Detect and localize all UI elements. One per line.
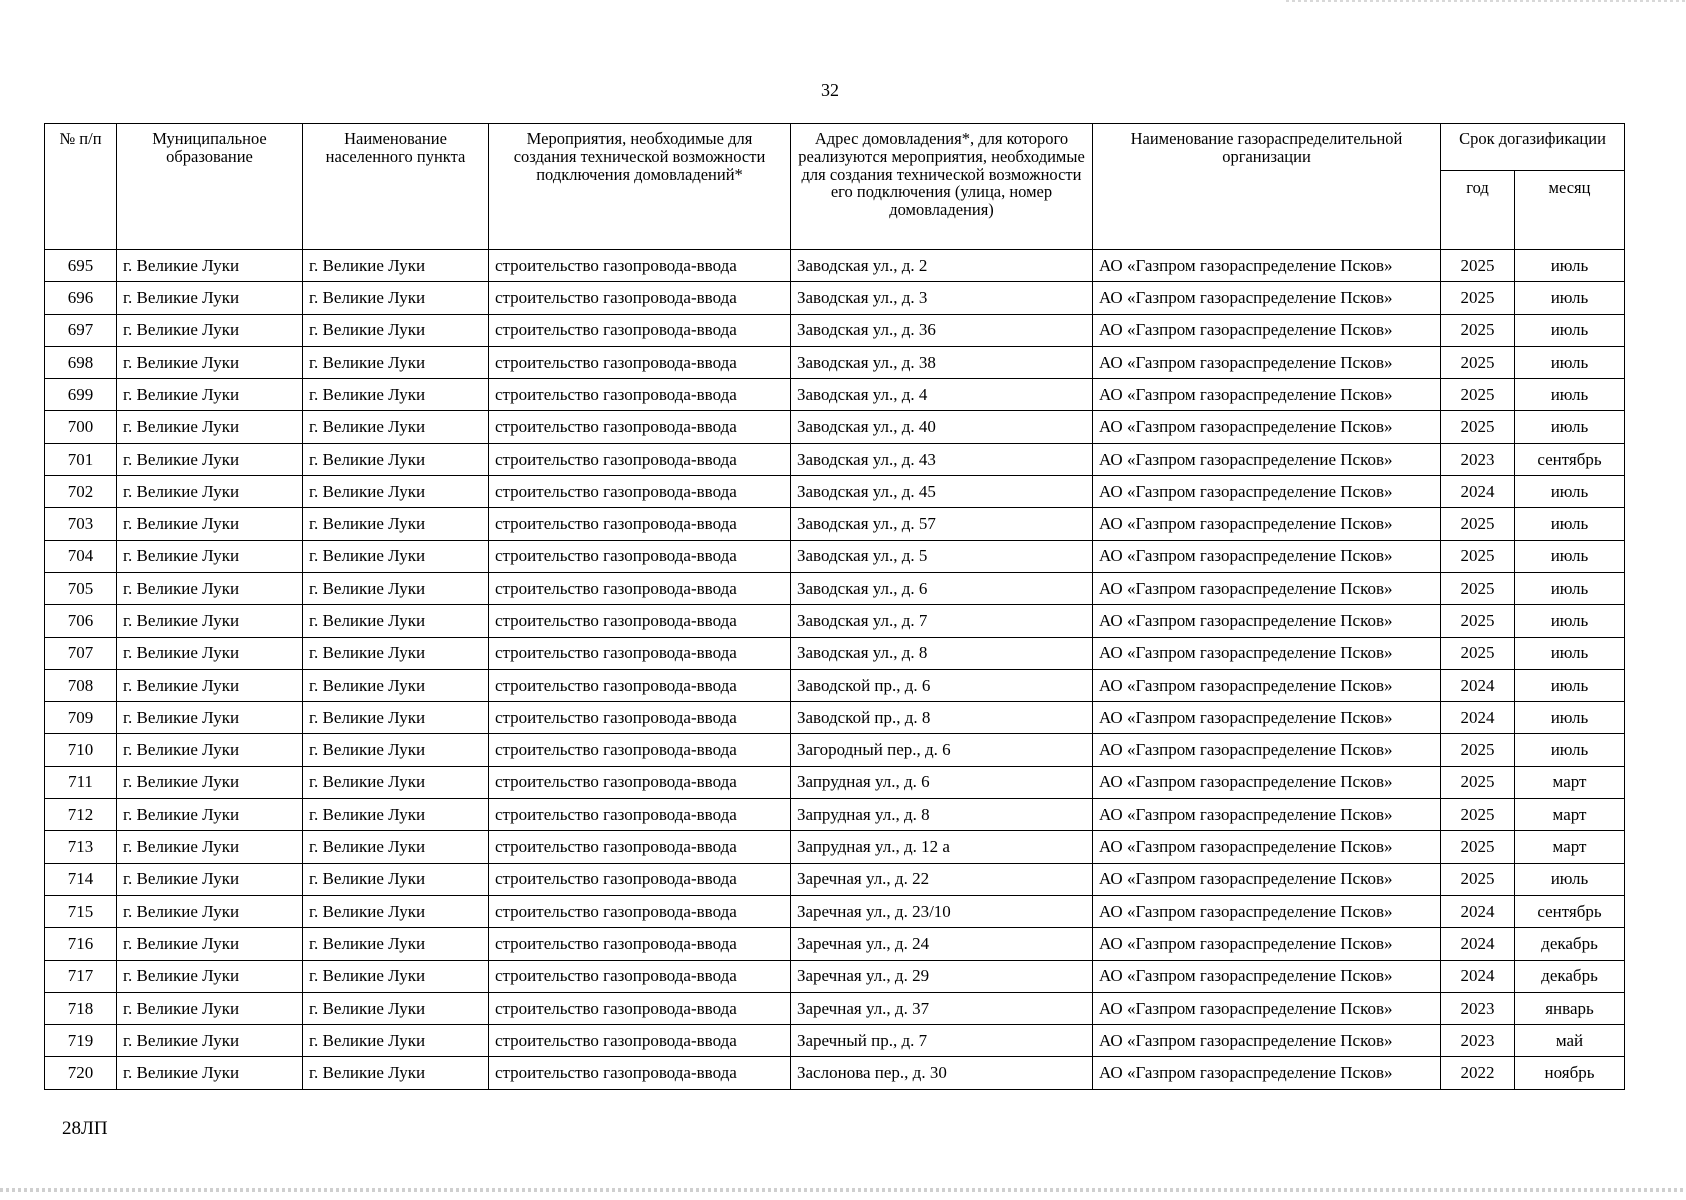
cell-num: 707	[45, 637, 117, 669]
cell-municipality: г. Великие Луки	[117, 992, 303, 1024]
table-row	[45, 831, 1625, 863]
cell-num: 713	[45, 831, 117, 863]
table-row	[45, 637, 1625, 669]
cell-measure: строительство газопровода-ввода	[489, 314, 791, 346]
cell-num: 714	[45, 863, 117, 895]
cell-municipality: г. Великие Луки	[117, 637, 303, 669]
cell-year: 2023	[1441, 443, 1515, 475]
cell-municipality: г. Великие Луки	[117, 314, 303, 346]
cell-month: март	[1515, 831, 1625, 863]
cell-address: Заводская ул., д. 57	[791, 508, 1093, 540]
cell-settlement: г. Великие Луки	[303, 411, 489, 443]
cell-year: 2025	[1441, 250, 1515, 282]
cell-address: Заводской пр., д. 6	[791, 669, 1093, 701]
cell-measure: строительство газопровода-ввода	[489, 928, 791, 960]
cell-year: 2025	[1441, 314, 1515, 346]
cell-settlement: г. Великие Луки	[303, 540, 489, 572]
cell-year: 2025	[1441, 766, 1515, 798]
cell-municipality: г. Великие Луки	[117, 572, 303, 604]
cell-municipality: г. Великие Луки	[117, 895, 303, 927]
cell-month: май	[1515, 1025, 1625, 1057]
cell-year: 2025	[1441, 799, 1515, 831]
cell-month: ноябрь	[1515, 1057, 1625, 1089]
header-deadline: Срок догазификации	[1441, 124, 1625, 171]
cell-year: 2025	[1441, 346, 1515, 378]
cell-municipality: г. Великие Луки	[117, 960, 303, 992]
cell-settlement: г. Великие Луки	[303, 282, 489, 314]
cell-settlement: г. Великие Луки	[303, 895, 489, 927]
cell-organization: АО «Газпром газораспределение Псков»	[1093, 831, 1441, 863]
cell-measure: строительство газопровода-ввода	[489, 605, 791, 637]
cell-month: сентябрь	[1515, 443, 1625, 475]
cell-year: 2024	[1441, 928, 1515, 960]
cell-address: Запрудная ул., д. 6	[791, 766, 1093, 798]
cell-year: 2025	[1441, 734, 1515, 766]
cell-organization: АО «Газпром газораспределение Псков»	[1093, 508, 1441, 540]
table-row	[45, 799, 1625, 831]
table-row	[45, 411, 1625, 443]
cell-address: Заводская ул., д. 36	[791, 314, 1093, 346]
cell-settlement: г. Великие Луки	[303, 476, 489, 508]
cell-month: июль	[1515, 346, 1625, 378]
cell-municipality: г. Великие Луки	[117, 799, 303, 831]
header-address: Адрес домовладения*, для которого реализуются мероприятия, необходимые для создания технической возможности его подключения (улица, номер домовладения)	[791, 124, 1093, 250]
cell-measure: строительство газопровода-ввода	[489, 799, 791, 831]
table-row	[45, 379, 1625, 411]
cell-organization: АО «Газпром газораспределение Псков»	[1093, 250, 1441, 282]
cell-measure: строительство газопровода-ввода	[489, 863, 791, 895]
cell-municipality: г. Великие Луки	[117, 379, 303, 411]
cell-address: Заводская ул., д. 2	[791, 250, 1093, 282]
table-row	[45, 1025, 1625, 1057]
cell-num: 719	[45, 1025, 117, 1057]
cell-month: июль	[1515, 314, 1625, 346]
cell-month: июль	[1515, 637, 1625, 669]
cell-settlement: г. Великие Луки	[303, 508, 489, 540]
cell-month: июль	[1515, 540, 1625, 572]
cell-year: 2023	[1441, 1025, 1515, 1057]
cell-measure: строительство газопровода-ввода	[489, 443, 791, 475]
cell-address: Заводская ул., д. 7	[791, 605, 1093, 637]
cell-year: 2025	[1441, 831, 1515, 863]
cell-measure: строительство газопровода-ввода	[489, 766, 791, 798]
table-row	[45, 1057, 1625, 1089]
table-row	[45, 734, 1625, 766]
cell-month: июль	[1515, 702, 1625, 734]
cell-settlement: г. Великие Луки	[303, 960, 489, 992]
cell-year: 2025	[1441, 379, 1515, 411]
cell-organization: АО «Газпром газораспределение Псков»	[1093, 1057, 1441, 1089]
header-row-main	[45, 124, 1625, 171]
cell-settlement: г. Великие Луки	[303, 669, 489, 701]
table-row	[45, 282, 1625, 314]
cell-num: 702	[45, 476, 117, 508]
cell-settlement: г. Великие Луки	[303, 863, 489, 895]
cell-measure: строительство газопровода-ввода	[489, 508, 791, 540]
cell-year: 2025	[1441, 282, 1515, 314]
cell-measure: строительство газопровода-ввода	[489, 702, 791, 734]
cell-organization: АО «Газпром газораспределение Псков»	[1093, 702, 1441, 734]
cell-organization: АО «Газпром газораспределение Псков»	[1093, 314, 1441, 346]
cell-organization: АО «Газпром газораспределение Псков»	[1093, 863, 1441, 895]
cell-address: Заречная ул., д. 22	[791, 863, 1093, 895]
cell-year: 2025	[1441, 863, 1515, 895]
cell-month: июль	[1515, 863, 1625, 895]
cell-num: 711	[45, 766, 117, 798]
cell-month: март	[1515, 766, 1625, 798]
cell-settlement: г. Великие Луки	[303, 443, 489, 475]
cell-settlement: г. Великие Луки	[303, 992, 489, 1024]
cell-year: 2025	[1441, 605, 1515, 637]
cell-num: 698	[45, 346, 117, 378]
header-settlement: Наименование населенного пункта	[303, 124, 489, 250]
cell-organization: АО «Газпром газораспределение Псков»	[1093, 799, 1441, 831]
cell-settlement: г. Великие Луки	[303, 799, 489, 831]
cell-address: Заслонова пер., д. 30	[791, 1057, 1093, 1089]
table-row	[45, 250, 1625, 282]
cell-measure: строительство газопровода-ввода	[489, 540, 791, 572]
cell-year: 2024	[1441, 702, 1515, 734]
cell-organization: АО «Газпром газораспределение Псков»	[1093, 895, 1441, 927]
cell-address: Заводская ул., д. 8	[791, 637, 1093, 669]
cell-municipality: г. Великие Луки	[117, 346, 303, 378]
header-month: месяц	[1515, 171, 1625, 250]
cell-measure: строительство газопровода-ввода	[489, 379, 791, 411]
cell-month: декабрь	[1515, 928, 1625, 960]
cell-address: Заводская ул., д. 5	[791, 540, 1093, 572]
cell-address: Заводская ул., д. 45	[791, 476, 1093, 508]
cell-municipality: г. Великие Луки	[117, 702, 303, 734]
cell-settlement: г. Великие Луки	[303, 1025, 489, 1057]
cell-address: Запрудная ул., д. 8	[791, 799, 1093, 831]
table-row	[45, 863, 1625, 895]
table-row	[45, 605, 1625, 637]
cell-address: Заречная ул., д. 37	[791, 992, 1093, 1024]
cell-municipality: г. Великие Луки	[117, 605, 303, 637]
header-num: № п/п	[45, 124, 117, 250]
cell-num: 716	[45, 928, 117, 960]
cell-measure: строительство газопровода-ввода	[489, 895, 791, 927]
cell-municipality: г. Великие Луки	[117, 863, 303, 895]
cell-municipality: г. Великие Луки	[117, 443, 303, 475]
cell-month: март	[1515, 799, 1625, 831]
cell-organization: АО «Газпром газораспределение Псков»	[1093, 669, 1441, 701]
cell-month: июль	[1515, 605, 1625, 637]
cell-address: Заводская ул., д. 38	[791, 346, 1093, 378]
cell-municipality: г. Великие Луки	[117, 766, 303, 798]
cell-num: 720	[45, 1057, 117, 1089]
cell-address: Заводская ул., д. 3	[791, 282, 1093, 314]
cell-address: Заречная ул., д. 24	[791, 928, 1093, 960]
cell-year: 2024	[1441, 895, 1515, 927]
cell-settlement: г. Великие Луки	[303, 831, 489, 863]
table-row	[45, 314, 1625, 346]
footer-code: 28ЛП	[62, 1118, 108, 1139]
cell-month: июль	[1515, 572, 1625, 604]
table-row	[45, 992, 1625, 1024]
cell-address: Заводская ул., д. 43	[791, 443, 1093, 475]
cell-measure: строительство газопровода-ввода	[489, 250, 791, 282]
cell-settlement: г. Великие Луки	[303, 379, 489, 411]
cell-organization: АО «Газпром газораспределение Псков»	[1093, 928, 1441, 960]
cell-measure: строительство газопровода-ввода	[489, 476, 791, 508]
table-row	[45, 476, 1625, 508]
cell-year: 2024	[1441, 476, 1515, 508]
cell-measure: строительство газопровода-ввода	[489, 637, 791, 669]
cell-municipality: г. Великие Луки	[117, 540, 303, 572]
table-body	[45, 250, 1625, 1090]
cell-month: июль	[1515, 669, 1625, 701]
cell-address: Заречная ул., д. 29	[791, 960, 1093, 992]
cell-measure: строительство газопровода-ввода	[489, 1025, 791, 1057]
cell-year: 2025	[1441, 508, 1515, 540]
cell-month: сентябрь	[1515, 895, 1625, 927]
cell-year: 2022	[1441, 1057, 1515, 1089]
cell-municipality: г. Великие Луки	[117, 669, 303, 701]
cell-organization: АО «Газпром газораспределение Псков»	[1093, 992, 1441, 1024]
cell-measure: строительство газопровода-ввода	[489, 411, 791, 443]
cell-month: июль	[1515, 379, 1625, 411]
cell-year: 2024	[1441, 960, 1515, 992]
cell-measure: строительство газопровода-ввода	[489, 669, 791, 701]
cell-organization: АО «Газпром газораспределение Псков»	[1093, 766, 1441, 798]
cell-measure: строительство газопровода-ввода	[489, 734, 791, 766]
header-year: год	[1441, 171, 1515, 250]
cell-address: Заводская ул., д. 6	[791, 572, 1093, 604]
cell-num: 712	[45, 799, 117, 831]
cell-address: Заречный пр., д. 7	[791, 1025, 1093, 1057]
header-organization: Наименование газораспределительной организации	[1093, 124, 1441, 250]
cell-num: 718	[45, 992, 117, 1024]
cell-settlement: г. Великие Луки	[303, 734, 489, 766]
cell-settlement: г. Великие Луки	[303, 314, 489, 346]
cell-num: 705	[45, 572, 117, 604]
cell-municipality: г. Великие Луки	[117, 831, 303, 863]
cell-month: июль	[1515, 250, 1625, 282]
cell-organization: АО «Газпром газораспределение Псков»	[1093, 379, 1441, 411]
cell-municipality: г. Великие Луки	[117, 411, 303, 443]
cell-year: 2025	[1441, 540, 1515, 572]
cell-month: июль	[1515, 476, 1625, 508]
scan-artifact-bottom	[0, 1188, 1686, 1192]
header-measures: Мероприятия, необходимые для создания технической возможности подключения домовладений*	[489, 124, 791, 250]
cell-address: Заречная ул., д. 23/10	[791, 895, 1093, 927]
cell-municipality: г. Великие Луки	[117, 282, 303, 314]
cell-municipality: г. Великие Луки	[117, 928, 303, 960]
cell-measure: строительство газопровода-ввода	[489, 1057, 791, 1089]
cell-address: Загородный пер., д. 6	[791, 734, 1093, 766]
cell-year: 2025	[1441, 411, 1515, 443]
page-number: 32	[821, 80, 839, 100]
table-row	[45, 508, 1625, 540]
table-header	[45, 124, 1625, 250]
cell-address: Заводской пр., д. 8	[791, 702, 1093, 734]
cell-measure: строительство газопровода-ввода	[489, 572, 791, 604]
cell-num: 710	[45, 734, 117, 766]
cell-year: 2025	[1441, 572, 1515, 604]
table-row	[45, 960, 1625, 992]
cell-organization: АО «Газпром газораспределение Псков»	[1093, 605, 1441, 637]
table-row	[45, 443, 1625, 475]
cell-num: 706	[45, 605, 117, 637]
cell-month: июль	[1515, 411, 1625, 443]
cell-municipality: г. Великие Луки	[117, 1057, 303, 1089]
cell-settlement: г. Великие Луки	[303, 766, 489, 798]
cell-num: 701	[45, 443, 117, 475]
cell-organization: АО «Газпром газораспределение Псков»	[1093, 540, 1441, 572]
cell-organization: АО «Газпром газораспределение Псков»	[1093, 734, 1441, 766]
cell-municipality: г. Великие Луки	[117, 476, 303, 508]
cell-month: январь	[1515, 992, 1625, 1024]
cell-organization: АО «Газпром газораспределение Псков»	[1093, 572, 1441, 604]
cell-organization: АО «Газпром газораспределение Псков»	[1093, 282, 1441, 314]
cell-measure: строительство газопровода-ввода	[489, 346, 791, 378]
cell-municipality: г. Великие Луки	[117, 1025, 303, 1057]
cell-num: 717	[45, 960, 117, 992]
cell-address: Заводская ул., д. 40	[791, 411, 1093, 443]
table-row	[45, 766, 1625, 798]
cell-organization: АО «Газпром газораспределение Псков»	[1093, 960, 1441, 992]
cell-num: 695	[45, 250, 117, 282]
gasification-table	[44, 123, 1625, 1090]
cell-num: 697	[45, 314, 117, 346]
cell-num: 715	[45, 895, 117, 927]
cell-organization: АО «Газпром газораспределение Псков»	[1093, 443, 1441, 475]
table-row	[45, 540, 1625, 572]
cell-address: Заводская ул., д. 4	[791, 379, 1093, 411]
cell-month: июль	[1515, 282, 1625, 314]
cell-municipality: г. Великие Луки	[117, 250, 303, 282]
cell-settlement: г. Великие Луки	[303, 572, 489, 604]
cell-num: 700	[45, 411, 117, 443]
cell-settlement: г. Великие Луки	[303, 702, 489, 734]
table-row	[45, 702, 1625, 734]
cell-num: 696	[45, 282, 117, 314]
table-row	[45, 669, 1625, 701]
scan-artifact-top	[1286, 0, 1686, 2]
gasification-table-container	[44, 123, 1624, 1090]
cell-month: июль	[1515, 734, 1625, 766]
cell-year: 2025	[1441, 637, 1515, 669]
cell-num: 699	[45, 379, 117, 411]
table-row	[45, 346, 1625, 378]
header-municipality: Муниципальное образование	[117, 124, 303, 250]
cell-organization: АО «Газпром газораспределение Псков»	[1093, 637, 1441, 669]
cell-num: 704	[45, 540, 117, 572]
cell-num: 703	[45, 508, 117, 540]
cell-measure: строительство газопровода-ввода	[489, 960, 791, 992]
cell-month: декабрь	[1515, 960, 1625, 992]
cell-measure: строительство газопровода-ввода	[489, 282, 791, 314]
cell-measure: строительство газопровода-ввода	[489, 831, 791, 863]
cell-settlement: г. Великие Луки	[303, 250, 489, 282]
cell-month: июль	[1515, 508, 1625, 540]
cell-municipality: г. Великие Луки	[117, 734, 303, 766]
cell-settlement: г. Великие Луки	[303, 605, 489, 637]
cell-organization: АО «Газпром газораспределение Псков»	[1093, 411, 1441, 443]
cell-municipality: г. Великие Луки	[117, 508, 303, 540]
table-row	[45, 895, 1625, 927]
cell-settlement: г. Великие Луки	[303, 346, 489, 378]
cell-settlement: г. Великие Луки	[303, 1057, 489, 1089]
cell-address: Запрудная ул., д. 12 а	[791, 831, 1093, 863]
cell-organization: АО «Газпром газораспределение Псков»	[1093, 346, 1441, 378]
cell-organization: АО «Газпром газораспределение Псков»	[1093, 1025, 1441, 1057]
cell-year: 2023	[1441, 992, 1515, 1024]
cell-num: 708	[45, 669, 117, 701]
cell-measure: строительство газопровода-ввода	[489, 992, 791, 1024]
cell-organization: АО «Газпром газораспределение Псков»	[1093, 476, 1441, 508]
cell-settlement: г. Великие Луки	[303, 637, 489, 669]
table-row	[45, 572, 1625, 604]
cell-settlement: г. Великие Луки	[303, 928, 489, 960]
table-row	[45, 928, 1625, 960]
cell-year: 2024	[1441, 669, 1515, 701]
cell-num: 709	[45, 702, 117, 734]
